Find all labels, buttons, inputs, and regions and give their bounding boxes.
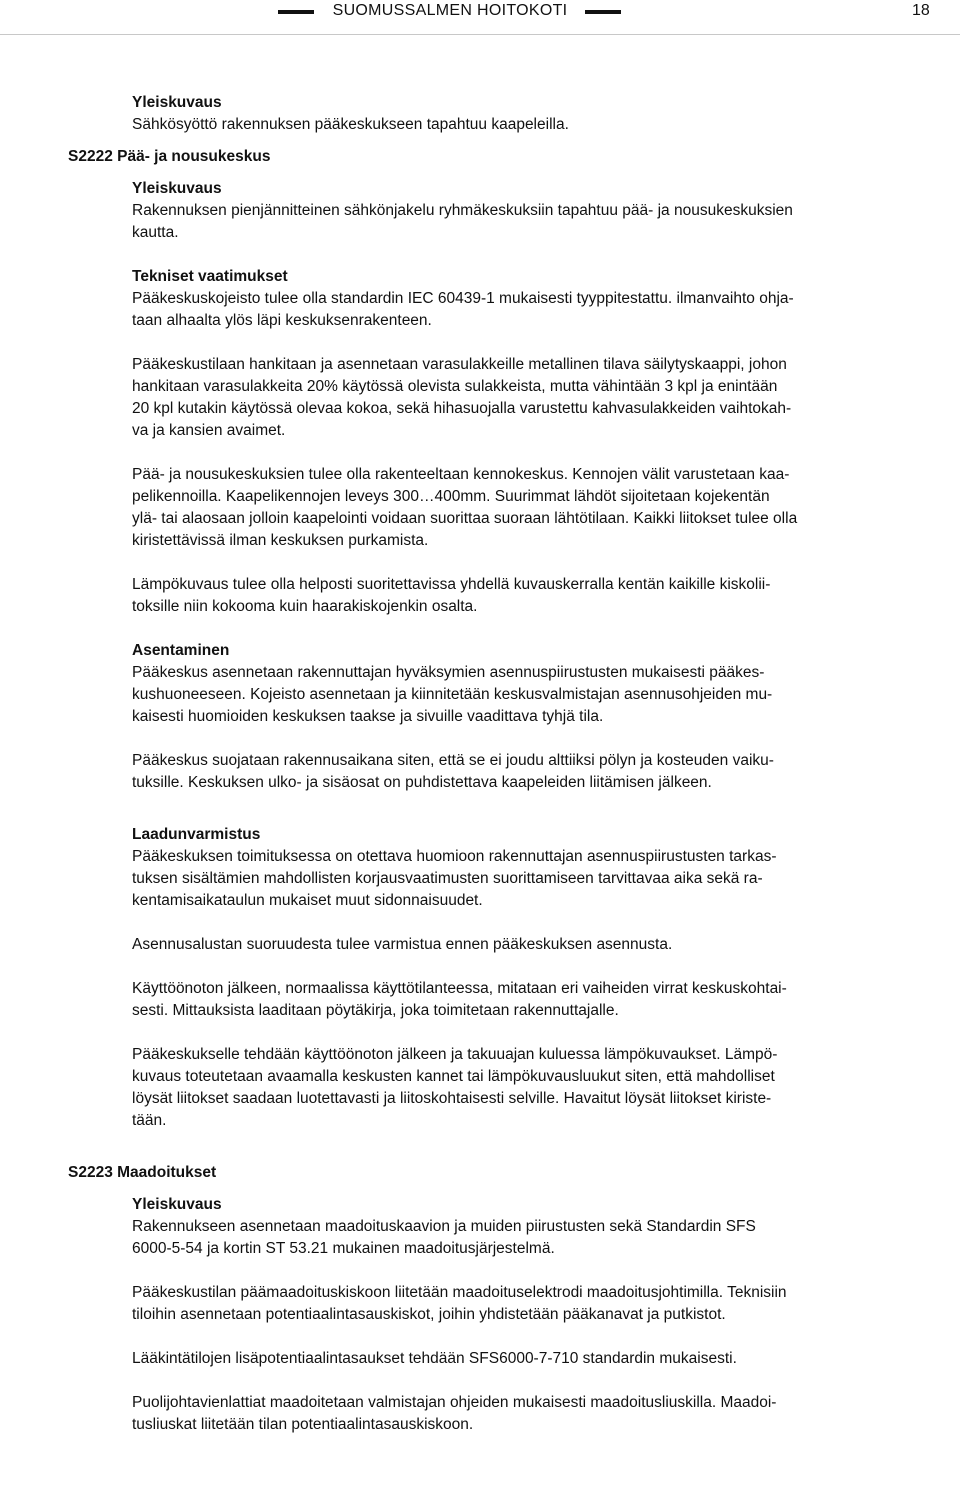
paragraph: Rakennuksen pienjännitteinen sähkönjakelu ryhmäkeskuksiin tapahtuu pää- ja nousukeskuksien kautta. [132, 202, 793, 241]
paragraph: Käyttöönoton jälkeen, normaalissa käyttötilanteessa, mitataan eri vaiheiden virrat keskuskohtai- sesti. Mittauksista laaditaan pöytäkirja, joka toimitetaan rakennuttajalle. [132, 980, 787, 1019]
header-title: SUOMUSSALMEN HOITOKOTI [332, 2, 568, 19]
section-heading: Yleiskuvaus [132, 180, 222, 197]
paragraph: Pääkeskuskojeisto tulee olla standardin IEC 60439-1 mukaisesti tyyppitestattu. ilmanvaihto ohja- taan alhaalta ylös läpi keskuksenrakenteen. [132, 290, 794, 329]
paragraph: Lääkintätilojen lisäpotentiaalintasaukset tehdään SFS6000-7-710 standardin mukaisesti. [132, 1350, 737, 1367]
paragraph: Pääkeskuksen toimituksessa on otettava huomioon rakennuttajan asennuspiirustusten tarkas- tuksen sisältämien mahdollisten korjausvaatimusten suorittamiseen tarvittavaa aika sekä ra- kentamisaikataulun mukaiset muut sidonnaisuudet. [132, 848, 777, 909]
paragraph: Pääkeskukselle tehdään käyttöönoton jälkeen ja takuuajan kuluessa lämpökuvaukset. Lämpö- kuvaus toteutetaan avaamalla keskusten kannet tai lämpökuvausluukut siten, että mahdolliset löysät liitokset saadaan luotettavasti ja liitoskohtaisesti selville. Havaitut löysät liitokset kiriste- tään. [132, 1046, 778, 1129]
paragraph: Puolijohtavienlattiat maadoitetaan valmistajan ohjeiden mukaisesti maadoitusliuskilla. Maadoi- tusliuskat liitetään tilan potentiaalintasauskiskoon. [132, 1394, 777, 1433]
paragraph: Sähkösyöttö rakennuksen pääkeskukseen tapahtuu kaapeleilla. [132, 116, 569, 133]
paragraph: Pääkeskustilaan hankitaan ja asennetaan varasulakkeille metallinen tilava säilytyskaappi, johon hankitaan varasulakkeita 20% käytössä olevista sulakkeista, mutta vähintään 3 kpl ja enintään 20 kpl kutakin käytössä olevaa kokoa, sekä hihasuojalla varustettu kahvasulakkeiden vaihtokah- va ja kansien avaimet. [132, 356, 792, 439]
header-left-rule [278, 10, 314, 14]
paragraph: Pääkeskus asennetaan rakennuttajan hyväksymien asennuspiirustusten mukaisesti pääkes- kushuoneeseen. Kojeisto asennetaan ja kiinnitetään keskusvalmistajan asennusohjeiden mu- kaisesti huomioiden keskuksen taakse ja sivuille vaadittava tyhjä tila. [132, 664, 773, 725]
section-heading: Tekniset vaatimukset [132, 268, 288, 285]
paragraph: Pääkeskustilan päämaadoituskiskoon liitetään maadoituselektrodi maadoitusjohtimilla. Teknisiin tiloihin asennetaan potentiaalintasauskiskot, joihin yhdistetään pääkanavat ja putkistot. [132, 1284, 787, 1323]
section-heading: Laadunvarmistus [132, 826, 261, 843]
paragraph: Lämpökuvaus tulee olla helposti suoritettavissa yhdellä kuvauskerralla kentän kaikille kiskolii- toksille niin kokooma kuin haarakiskojenkin osalta. [132, 576, 771, 615]
section-title-s2223: S2223 Maadoitukset [68, 1164, 217, 1181]
section-heading: Asentaminen [132, 642, 230, 659]
page-header [0, 0, 960, 35]
paragraph: Pää- ja nousukeskuksien tulee olla rakenteeltaan kennokeskus. Kennojen välit varustetaan kaa- pelikennoilla. Kaapelikennojen leveys 300…400mm. Suurimmat lähdöt sijoitetaan kojekentän ylä- tai alaosaan jolloin kaapelointi voidaan suorittaa suoraan lähtötilaan. Kaikki liitokset tulee olla kiristettävissä ilman keskuksen purkamista. [132, 466, 798, 549]
paragraph: Rakennukseen asennetaan maadoituskaavion ja muiden piirustusten sekä Standardin SFS 6000-5-54 ja kortin ST 53.21 mukainen maadoitusjärjestelmä. [132, 1218, 756, 1257]
section-heading: Yleiskuvaus [132, 94, 222, 111]
page-number: 18 [912, 2, 930, 19]
section-heading: Yleiskuvaus [132, 1196, 222, 1213]
document-body [0, 92, 960, 1436]
header-right-rule [585, 10, 621, 14]
paragraph: Asennusalustan suoruudesta tulee varmistua ennen pääkeskuksen asennusta. [132, 936, 673, 953]
paragraph: Pääkeskus suojataan rakennusaikana siten, että se ei joudu alttiiksi pölyn ja kosteuden vaiku- tuksille. Keskuksen ulko- ja sisäosat on puhdistettava kaapeleiden liitämisen jälkeen. [132, 752, 774, 791]
section-title-s2222: S2222 Pää- ja nousukeskus [68, 148, 271, 165]
